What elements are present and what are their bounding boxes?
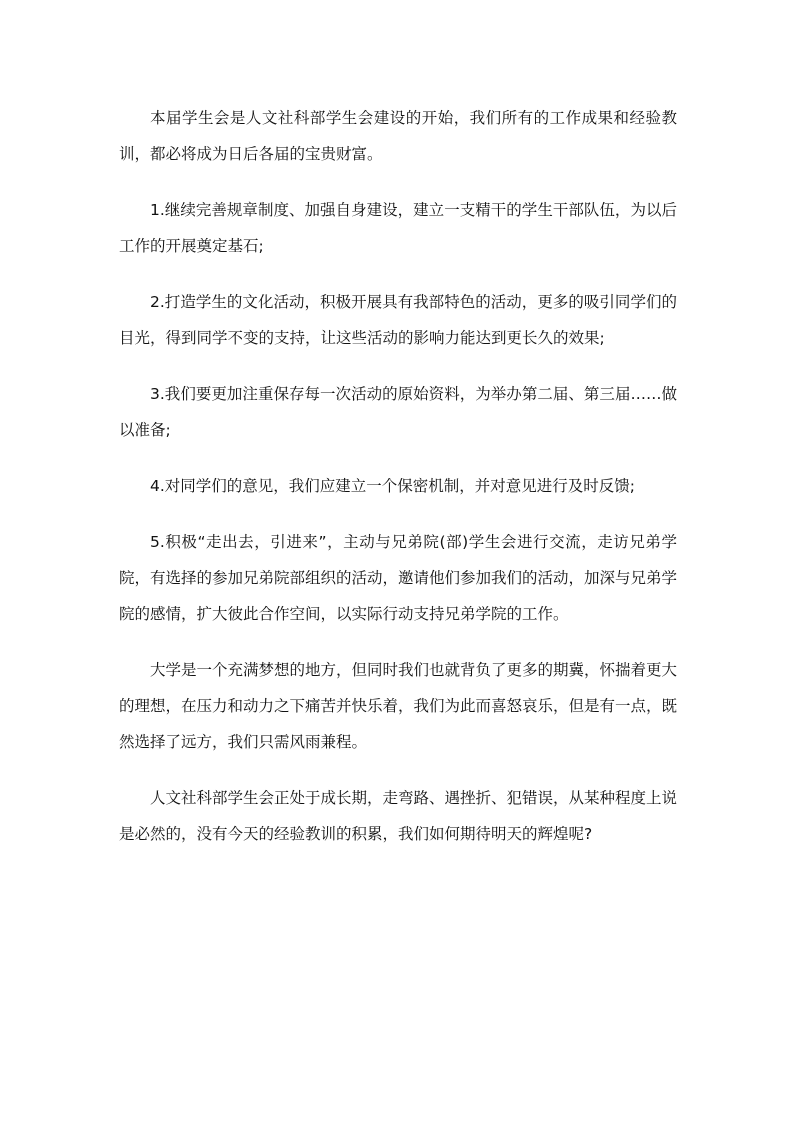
paragraph-reflection: 大学是一个充满梦想的地方，但同时我们也就背负了更多的期冀，怀揣着更大的理想，在压力和动力之下痛苦并快乐着，我们为此而喜怒哀乐，但是有一点，既然选择了远方，我们只需风雨兼程。 (119, 661, 678, 751)
paragraph-item-1: 1.继续完善规章制度、加强自身建设，建立一支精干的学生干部队伍，为以后工作的开展奠定基石; (119, 201, 677, 255)
paragraph-item-3: 3.我们要更加注重保存每一次活动的原始资料，为举办第二届、第三届……做以准备; (119, 385, 677, 439)
paragraph-item-5: 5.积极“走出去，引进来”，主动与兄弟院(部)学生会进行交流，走访兄弟学院，有选择的参加兄弟院部组织的活动，邀请他们参加我们的活动，加深与兄弟学院的感情，扩大彼此合作空间，以实际行动支持兄弟学院的工作。 (119, 533, 678, 623)
document-body (119, 100, 677, 872)
paragraph-item-4: 4.对同学们的意见，我们应建立一个保密机制，并对意见进行及时反馈; (150, 477, 636, 495)
paragraph-item-2: 2.打造学生的文化活动，积极开展具有我部特色的活动，更多的吸引同学们的目光，得到同学不变的支持，让这些活动的影响力能达到更长久的效果; (119, 293, 677, 347)
paragraph-intro: 本届学生会是人文社科部学生会建设的开始，我们所有的工作成果和经验教训，都必将成为日后各届的宝贵财富。 (119, 109, 677, 163)
paragraph-conclusion: 人文社科部学生会正处于成长期，走弯路、遇挫折、犯错误，从某种程度上说是必然的，没有今天的经验教训的积累，我们如何期待明天的辉煌呢? (119, 789, 678, 843)
